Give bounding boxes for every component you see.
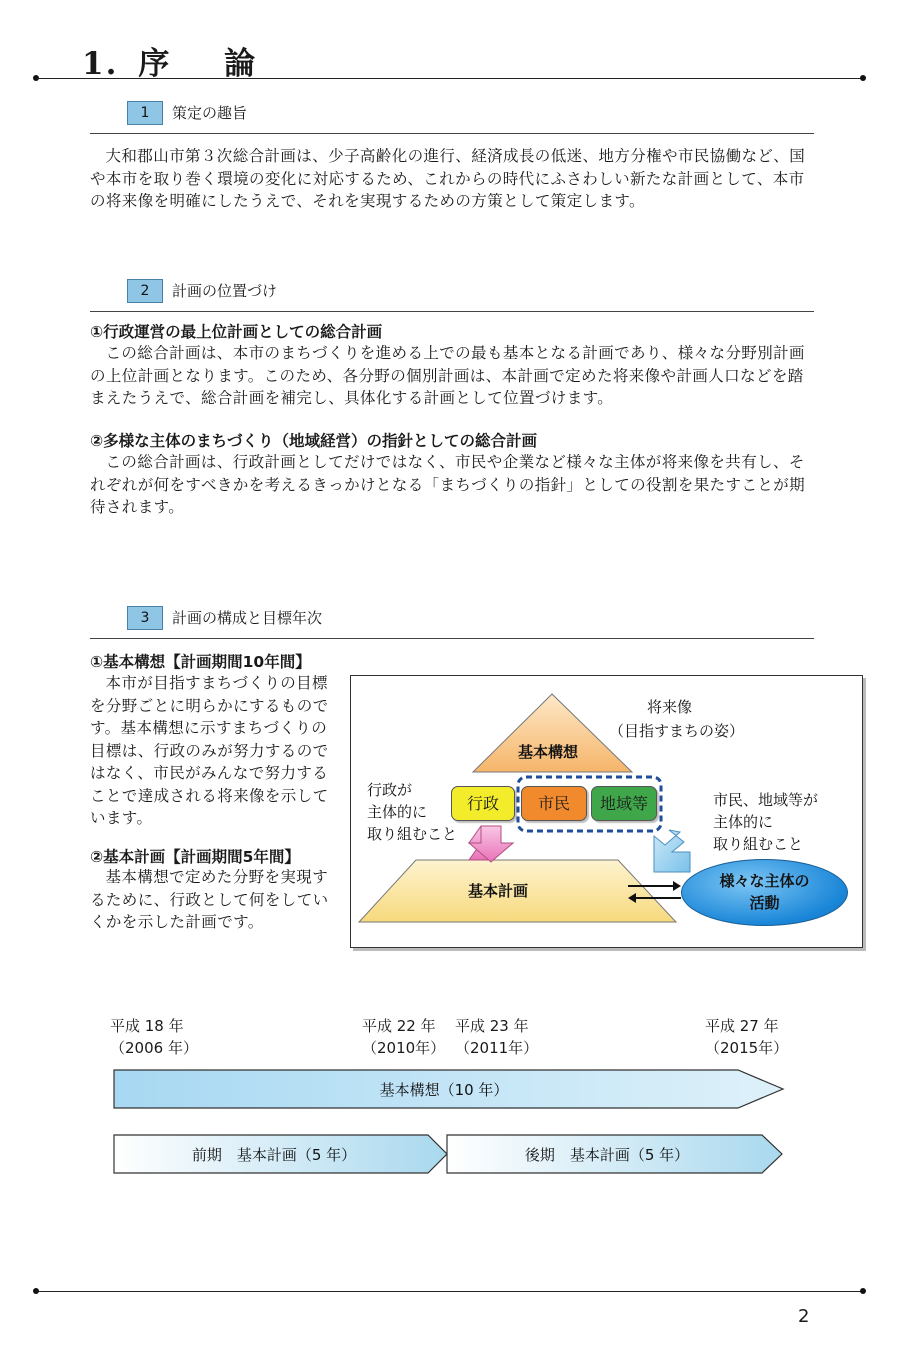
citizen-note-line: 市民、地域等が [713,791,819,809]
gyosei-box: 行政 [451,786,515,821]
page-title [82,38,277,83]
year-era: 平成 22 年 [362,1017,436,1035]
subsection-body: 本市が目指すまちづくりの目標を分野ごとに明らかにするものです。基本構想に示すまちづくりの目標は、行政のみが努力するのではなく、市民がみんなで努力することで達成される将来像を示しています。 [90,674,329,827]
section-number-badge: 2 [127,279,163,303]
citizen-note-line: 主体的に [713,813,774,831]
gyosei-note-line: 行政が [367,781,413,799]
plan-structure-diagram [350,675,863,948]
section-title: 計画の位置づけ [172,282,278,300]
vision-subtitle: （目指すまちの姿） [609,722,745,740]
subsection-heading: ①基本構想【計画期間10年間】 [90,653,311,671]
section-body: 大和郡山市第３次総合計画は、少子高齢化の進行、経済成長の低迷、地方分権や市民協働など、国や本市を取り巻く環境の変化に対応するため、これからの時代にふさわしい新たな計画として、本市の将来像を明確にしたうえで、それを実現するための方策として策定します。 [90,147,806,210]
chapter-title: 序 論 [138,46,278,82]
chiiki-box: 地域等 [591,786,657,821]
year-era: 平成 18 年 [110,1017,184,1035]
subsection-heading: ①行政運営の最上位計画としての総合計画 [90,323,383,341]
section-title: 計画の構成と目標年次 [172,609,323,627]
page-number: 2 [798,1306,810,1327]
section-number-badge: 1 [127,101,163,125]
shimin-box: 市民 [521,786,587,821]
various-actors-oval [681,859,848,926]
gyosei-note-line: 取り組むこと [367,825,458,843]
gyosei-note-line: 主体的に [367,803,428,821]
oval-line: 活動 [749,894,780,912]
zenki-bar-label: 前期 基本計画（5 年） [191,1146,357,1164]
section-rule [90,133,814,134]
rule-dot-right [860,1288,866,1294]
section-rule [90,311,814,312]
subsection-body: この総合計画は、行政計画としてだけではなく、市民や企業など様々な主体が将来像を共有し、それぞれが何をすべきかを考えるきっかけとなる「まちづくりの指針」としての役割を果たすことが期待されます。 [90,453,806,516]
section-number-badge: 3 [127,606,163,630]
year-era: 平成 27 年 [705,1017,779,1035]
chapter-number: 1. [82,46,119,82]
oval-line: 様々な主体の [719,872,810,890]
year-ad: （2010年） [362,1039,446,1057]
subsection-body: この総合計画は、本市のまちづくりを進める上での最も基本となる計画であり、様々な分野別計画の上位計画となります。このため、各分野の個別計画は、本計画で定めた将来像や計画人口などを踏まえたうえで、総合計画を補完し、具体化する計画として位置づけます。 [90,344,805,407]
citizen-note-line: 取り組むこと [713,835,804,853]
rule-dot-right [860,75,866,81]
subsection-body: 基本構想で定めた分野を実現するために、行政として何をしていくかを示した計画です。 [90,868,329,931]
year-ad: （2015年） [705,1039,789,1057]
koki-bar-label: 後期 基本計画（5 年） [524,1146,690,1164]
subsection-heading: ②基本計画【計画期間5年間】 [90,848,300,866]
year-era: 平成 23 年 [455,1017,529,1035]
vision-title: 将来像 [647,698,693,716]
kihon-koso-label: 基本構想 [518,743,579,761]
footer-rule [36,1291,862,1292]
section-title: 策定の趣旨 [172,104,248,122]
year-ad: （2011年） [455,1039,539,1057]
kihon-koso-bar-label: 基本構想（10 年） [379,1081,509,1099]
subsection-heading: ②多様な主体のまちづくり（地域経営）の指針としての総合計画 [90,432,537,450]
section-rule [90,638,814,639]
kihon-keikaku-label: 基本計画 [468,882,529,900]
header-rule [36,78,862,79]
year-ad: （2006 年） [110,1039,198,1057]
blue-diagonal-arrow [654,830,690,872]
